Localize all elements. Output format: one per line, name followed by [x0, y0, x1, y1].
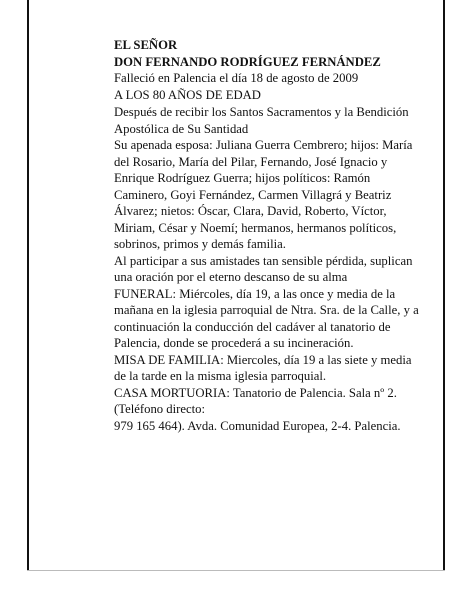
border-bottom	[27, 570, 445, 571]
death-details: Falleció en Palencia el día 18 de agosto de 2009	[114, 71, 359, 85]
age-line: A LOS 80 AÑOS DE EDAD	[114, 87, 261, 102]
family-paragraph: Su apenada esposa: Juliana Guerra Cembrero; hijos: María del Rosario, María del Pilar, Fernando, José Ignacio y Enrique Rodríguez Guerra; hijos políticos: Ramón Caminero, Goyi Fernández, Carmen Villagrá y Beatriz Álvarez; nietos: Óscar, Clara, David, Roberto, Víctor, Miriam, César y Noemí; hermanos, hermanos políticos, sobrinos, primos y demás familia.	[114, 138, 413, 251]
mortuary-paragraph: CASA MORTUORIA: Tanatorio de Palencia. Sala nº 2. (Teléfono directo:	[114, 385, 397, 416]
funeral-paragraph: FUNERAL: Miércoles, día 19, a las once y media de la mañana en la iglesia parroquial de Ntra. Sra. de la Calle, y a continuación la conducción del cadáver al tanatorio de Palencia, donde se procederá a su incineración.	[114, 286, 419, 350]
family-mass-paragraph: MISA DE FAMILIA: Miercoles, día 19 a las siete y media de la tarde en la misma iglesia parroquial.	[114, 352, 412, 383]
address-paragraph: 979 165 464). Avda. Comunidad Europea, 2-4. Palencia.	[114, 418, 401, 433]
border-right	[443, 0, 445, 570]
prayer-request-paragraph: Al participar a sus amistades tan sensible pérdida, suplican una oración por el eterno descanso de su alma	[114, 253, 413, 284]
notice-title: EL SEÑOR	[114, 38, 178, 52]
deceased-name: DON FERNANDO RODRÍGUEZ FERNÁNDEZ	[114, 54, 381, 69]
sacraments-paragraph: Después de recibir los Santos Sacramentos y la Bendición Apostólica de Su Santidad	[114, 105, 409, 136]
obituary-notice	[114, 37, 424, 434]
border-left	[27, 0, 29, 570]
